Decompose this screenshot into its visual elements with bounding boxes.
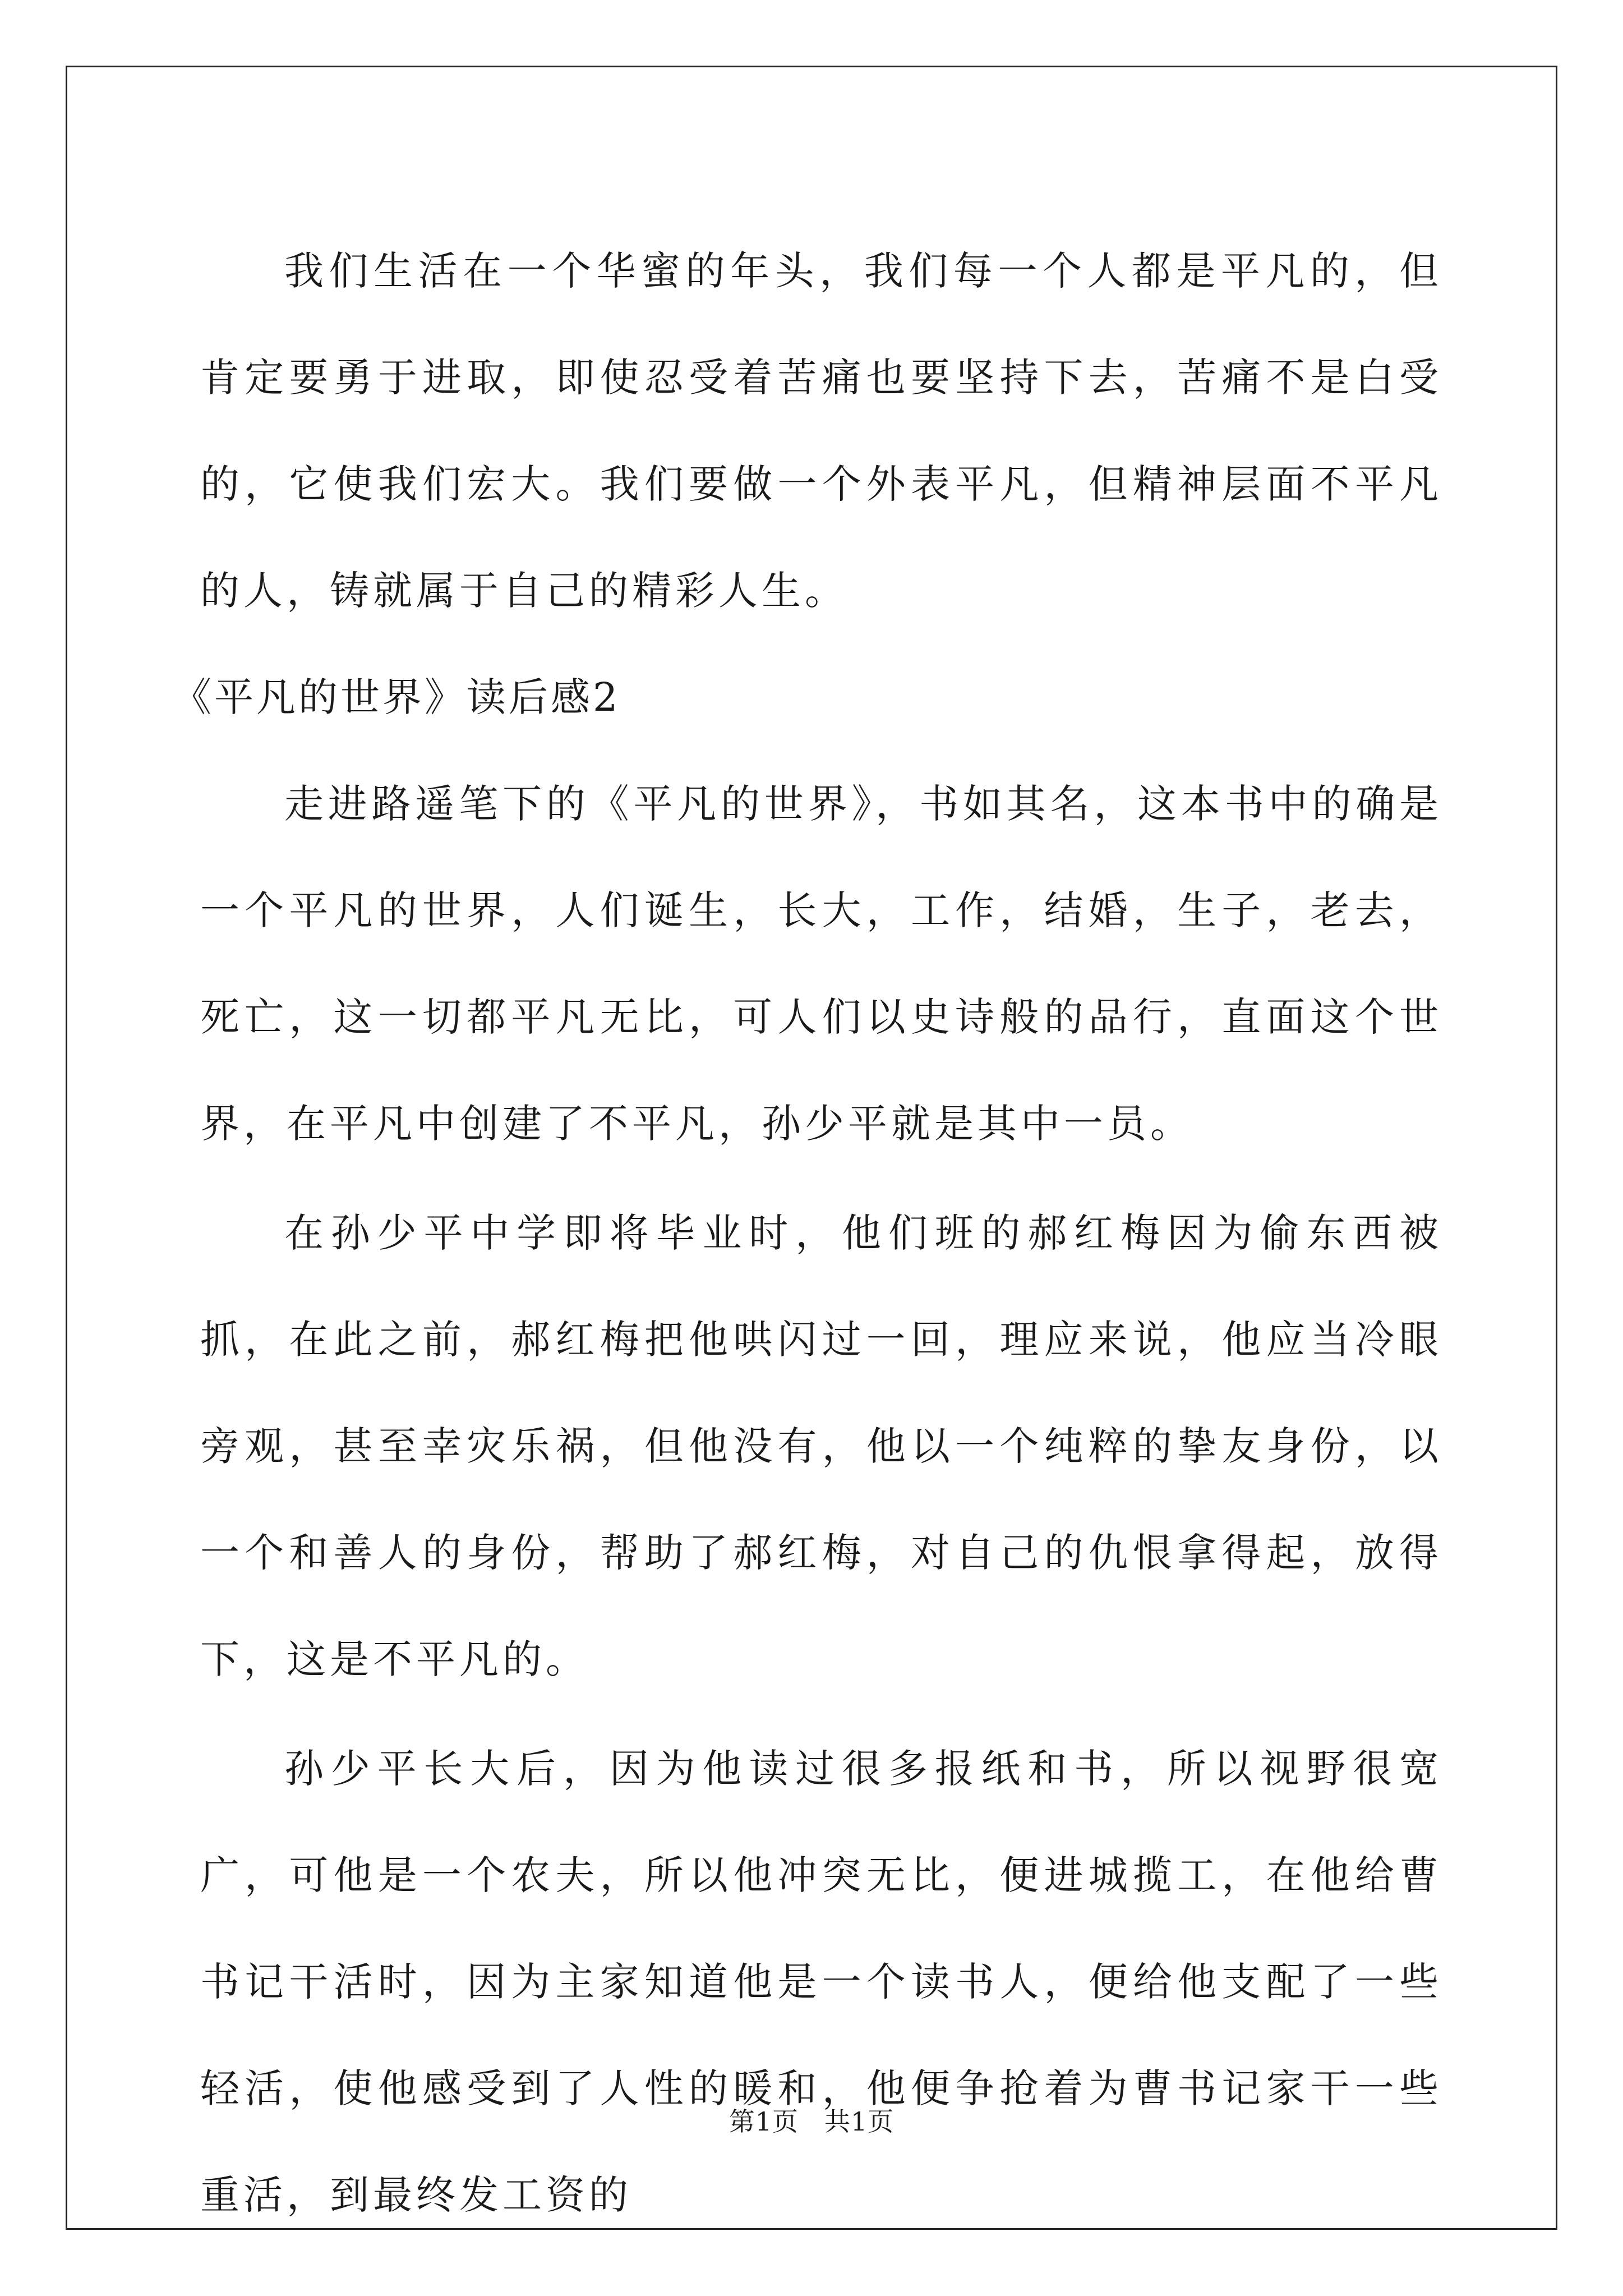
page-footer [0,2101,1623,2138]
section-heading: 《平凡的世界》读后感2 [172,674,621,720]
paragraph-2: 走进路遥笔下的《平凡的世界》，书如其名，这本书中的确是一个平凡的世界，人们诞生，长大，工作，结婚，生子，老去，死亡，这一切都平凡无比，可人们以史诗般的品行，直面这个世界，在平凡中创建了不平凡，孙少平就是其中一员。 [200,781,1442,1147]
paragraph-4: 孙少平长大后，因为他读过很多报纸和书，所以视野很宽广，可他是一个农夫，所以他冲突无比，便进城揽工，在他给曹书记干活时，因为主家知道他是一个读书人，便给他支配了一些轻活，使他感受到了人性的暖和，他便争抢着为曹书记家干一些重活，到最终发工资的 [200,1746,1442,2218]
page-number: 第1页 [728,2106,799,2137]
paragraph-3: 在孙少平中学即将毕业时，他们班的郝红梅因为偷东西被抓，在此之前，郝红梅把他哄闪过一回，理应来说，他应当冷眼旁观，甚至幸灾乐祸，但他没有，他以一个纯粹的挚友身份，以一个和善人的身份，帮助了郝红梅，对自己的仇恨拿得起，放得下，这是不平凡的。 [200,1210,1442,1682]
page-total: 共1页 [824,2106,895,2137]
document-body [172,218,1442,2248]
paragraph-1: 我们生活在一个华蜜的年头，我们每一个人都是平凡的，但肯定要勇于进取，即使忍受着苦痛也要坚持下去，苦痛不是白受的，它使我们宏大。我们要做一个外表平凡，但精神层面不平凡的人，铸就属于自己的精彩人生。 [200,248,1442,614]
